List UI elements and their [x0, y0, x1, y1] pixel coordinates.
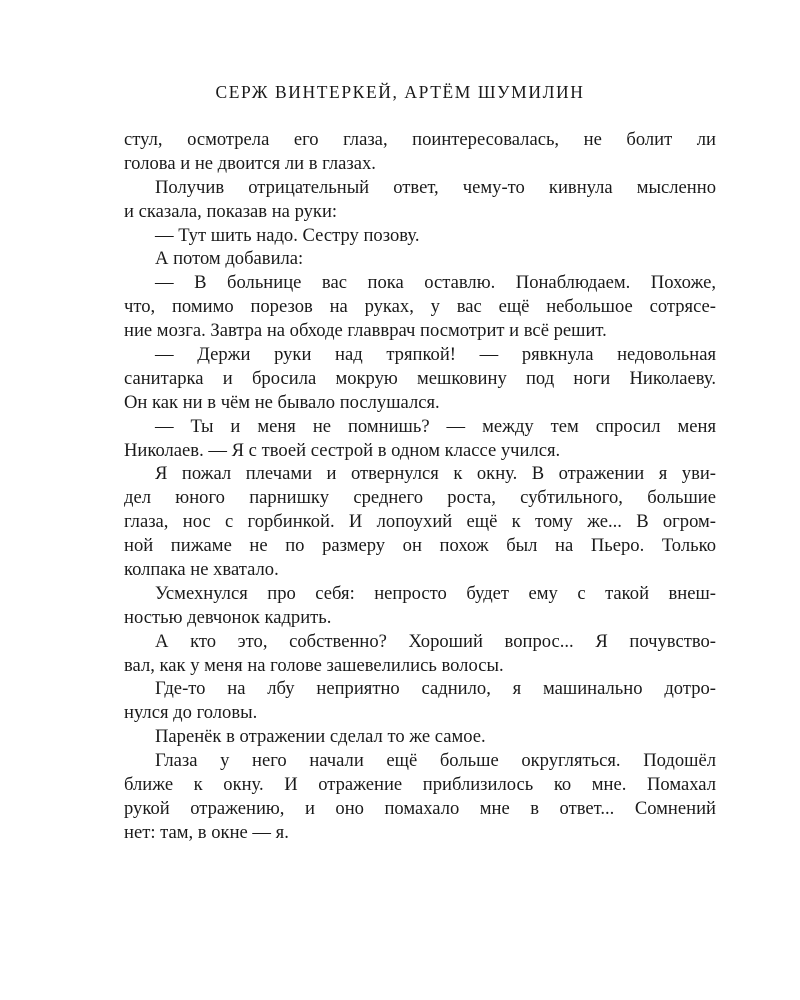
running-head: СЕРЖ ВИНТЕРКЕЙ, АРТЁМ ШУМИЛИН: [215, 82, 585, 102]
text-line: Получив отрицательный ответ, чему-то кивнула мысленно: [155, 176, 716, 198]
text-line: что, помимо порезов на руках, у вас ещё небольшое сотрясе-: [124, 296, 716, 318]
text-line: А кто это, собственно? Хороший вопрос... Я почувство-: [155, 630, 716, 652]
text-line: — Тут шить надо. Сестру позову.: [155, 224, 420, 246]
text-line: стул, осмотрела его глаза, поинтересовалась, не болит ли: [124, 129, 716, 150]
text-line: ние мозга. Завтра на обходе главврач посмотрит и всё решит.: [124, 320, 607, 342]
text-line: — В больнице вас пока оставлю. Понаблюдаем. Похоже,: [155, 272, 716, 294]
text-line: колпака не хватало.: [124, 559, 279, 581]
text-line: Глаза у него начали ещё больше округляться. Подошёл: [155, 750, 716, 772]
text-line: Где-то на лбу неприятно саднило, я машинально дотро-: [155, 678, 716, 700]
text-line: дел юного парнишку среднего роста, субтильного, большие: [124, 487, 716, 509]
text-line: нулся до головы.: [124, 702, 258, 724]
text-line: ностью девчонок кадрить.: [124, 606, 332, 628]
text-line: голова и не двоится ли в глазах.: [124, 152, 376, 174]
text-line: вал, как у меня на голове зашевелились волосы.: [124, 654, 504, 676]
text-line: Усмехнулся про себя: непросто будет ему с такой внеш-: [155, 582, 716, 604]
text-line: глаза, нос с горбинкой. И лопоухий ещё к тому же... В огром-: [124, 511, 716, 533]
text-line: Паренёк в отражении сделал то же самое.: [155, 726, 486, 748]
text-line: Я пожал плечами и отвернулся к окну. В отражении я уви-: [155, 463, 716, 485]
body-text: [124, 128, 716, 845]
text-line: А потом добавила:: [155, 248, 304, 270]
text-line: нет: там, в окне — я.: [124, 821, 289, 843]
text-line: ной пижаме не по размеру он похож был на Пьеро. Только: [124, 535, 716, 557]
text-line: и сказала, показав на руки:: [124, 200, 338, 222]
text-line: санитарка и бросила мокрую мешковину под ноги Николаеву.: [124, 367, 716, 389]
text-line: — Держи руки над тряпкой! — рявкнула недовольная: [155, 344, 716, 366]
text-line: ближе к окну. И отражение приблизилось ко мне. Помахал: [124, 774, 716, 796]
text-line: — Ты и меня не помнишь? — между тем спросил меня: [155, 415, 716, 437]
text-line: Николаев. — Я с твоей сестрой в одном классе учился.: [124, 439, 561, 461]
text-line: Он как ни в чём не бывало послушался.: [124, 391, 440, 413]
text-line: рукой отражению, и оно помахало мне в ответ... Сомнений: [124, 797, 716, 819]
